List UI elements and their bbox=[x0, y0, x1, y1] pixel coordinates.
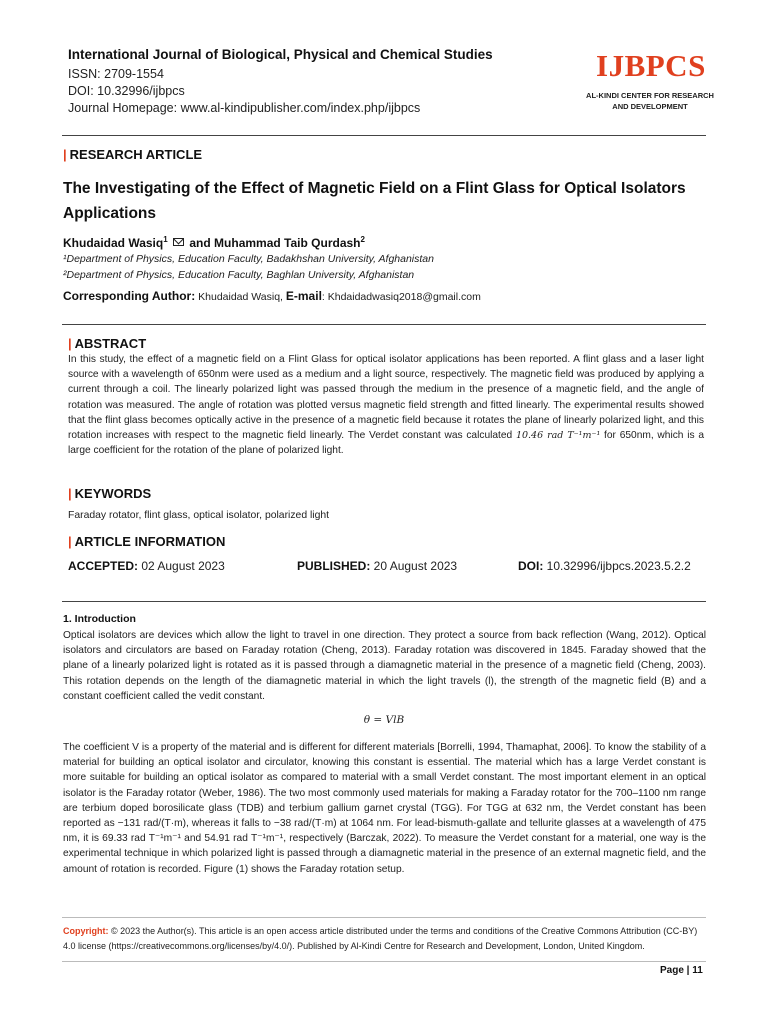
copyright-notice bbox=[63, 924, 706, 954]
mail-icon[interactable] bbox=[173, 238, 184, 246]
section-marker: | bbox=[68, 534, 72, 549]
doi-label: DOI: bbox=[518, 559, 544, 573]
abstract-heading-label: ABSTRACT bbox=[74, 336, 147, 351]
journal-title: International Journal of Biological, Physical and Chemical Studies bbox=[68, 47, 493, 62]
article-info-heading-label: ARTICLE INFORMATION bbox=[74, 534, 226, 549]
keywords-heading-label: KEYWORDS bbox=[74, 486, 152, 501]
published-date bbox=[297, 559, 457, 573]
journal-logo: IJBPCS bbox=[596, 48, 706, 83]
journal-issn: ISSN: 2709-1554 bbox=[68, 67, 164, 81]
logo-subtitle-line2: AND DEVELOPMENT bbox=[612, 102, 688, 111]
page-number: Page | 11 bbox=[660, 965, 703, 976]
paper-title: The Investigating of the Effect of Magnetic Field on a Flint Glass for Optical Isolators Applications bbox=[63, 180, 686, 222]
accepted-date bbox=[68, 559, 225, 573]
affiliation-2: ²Department of Physics, Education Faculty, Baghlan University, Afghanistan bbox=[63, 269, 415, 281]
footer-divider-bottom bbox=[62, 961, 706, 962]
abstract-text-after: for 650nm, which is a large coefficient for the rotation of the plane of polarized light. bbox=[68, 430, 704, 457]
info-divider bbox=[62, 601, 706, 602]
keywords-text: Faraday rotator, flint glass, optical isolator, polarized light bbox=[68, 510, 330, 521]
keywords-heading bbox=[68, 486, 151, 501]
header-divider bbox=[62, 135, 706, 136]
section-marker: | bbox=[68, 336, 72, 351]
author-line bbox=[63, 235, 365, 250]
corresponding-email[interactable]: : Khdaidadwasiq2018@gmail.com bbox=[321, 291, 481, 303]
abstract-text bbox=[68, 352, 704, 458]
accepted-label: ACCEPTED: bbox=[68, 559, 139, 573]
corresponding-label: Corresponding Author: bbox=[63, 289, 196, 303]
corresponding-name: Khudaidad Wasiq, bbox=[195, 291, 286, 303]
author-2-sup: 2 bbox=[360, 235, 365, 244]
author-and: and bbox=[186, 236, 215, 250]
article-type bbox=[63, 147, 202, 162]
author-1-sup: 1 bbox=[163, 235, 168, 244]
logo-subtitle-line1: AL-KINDI CENTER FOR RESEARCH bbox=[586, 91, 714, 100]
published-value: 20 August 2023 bbox=[370, 559, 458, 573]
article-type-label: RESEARCH ARTICLE bbox=[69, 147, 203, 162]
author-1: Khudaidad Wasiq bbox=[63, 236, 164, 250]
introduction-paragraph-2: The coefficient V is a property of the material and is different for different materials [Borrelli, 1994, Thamaphat, 2006]. To know the stability of a material for building an optical isolator and circulator, knowing this constant is essential. The material which has a large Verdet constant is more suitable for building an optical isolator as compared to material with a small Verdet constant. The most important element in an optical isolator is the Faraday rotator (Weber, 1986). The two most commonly used materials for making a Faraday rotator for the 700–1100 nm range are terbium doped borosilicate glass (TDB) and terbium gallium garnet crystal (TGG). For TGG at 632 nm, the Verdet constant has been reported as −131 rad/(T·m), whereas it falls to −38 rad/(T·m) at 1064 nm. For lead-bismuth-gallate and tellurite glasses at a wavelength of 475 nm, it is 69.33 rad T⁻¹m⁻¹ and 54.91 rad T⁻¹m⁻¹, respectively (Barczak, 2022). To measure the Verdet constant for a material, one way is the experimental technique in which polarized light is passed through a diamagnetic material in the presence of an external magnetic field, and the amount of rotation is recorded. Figure (1) shows the Faraday rotation setup. bbox=[63, 742, 706, 875]
abstract-text-before: In this study, the effect of a magnetic field on a Flint Glass for optical isolator applications has been reported. A flint glass and a laser light source with a wavelength of 650nm were used as a medium and a light source, respectively. The magnetic field was produced by applying a current through a coil. The linearly polarized light was passed through the medium in the presence of a magnetic field, and the angle of rotation was measured. The angle of rotation was plotted versus magnetic field strength and fitted linearly. The experimental results showed that the flint glass becomes optically active in the presence of a magnetic field because it rotates the plane of linearly polarized light, and this rotation increases with respect to the magnetic field linearly. The Verdet constant was calculated bbox=[68, 354, 704, 442]
email-label: E-mail bbox=[285, 289, 322, 303]
published-label: PUBLISHED: bbox=[297, 559, 371, 573]
section-marker: | bbox=[63, 147, 67, 162]
copyright-text: © 2023 the Author(s). This article is an open access article distributed under the terms and conditions of the Creative Commons Attribution (CC-BY) 4.0 license (https://creativecommons.org/licenses/by/4.0/). Published by Al-Kindi Centre for Research and Development, London, United Kingdom. bbox=[63, 926, 698, 951]
introduction-paragraph-1: Optical isolators are devices which allow the light to travel in one direction. They protect a source from back reflection (Wang, 2012). Optical isolators and circulators are based on Faraday rotation (Cheng, 2013). Faraday rotation was discovered in 1845. Faraday showed that the plane of a linearly polarized light is rotated as it is passed through a diamagnetic material in the presence of a magnetic field (Cheng, 2003). This rotation depends on the length of the diamagnetic material in which the light travels (l), the strength of the magnetic field (B) and a constant coefficient called the vedit constant. bbox=[63, 630, 706, 702]
abstract-heading bbox=[68, 336, 146, 351]
introduction-heading: 1. Introduction bbox=[63, 613, 136, 625]
copyright-label: Copyright: bbox=[63, 926, 109, 936]
journal-homepage[interactable]: Journal Homepage: www.al-kindipublisher.com/index.php/ijbpcs bbox=[68, 101, 421, 115]
article-info-heading bbox=[68, 534, 225, 549]
abstract-divider bbox=[62, 324, 706, 325]
affiliation-1: ¹Department of Physics, Education Faculty, Badakhshan University, Afghanistan bbox=[63, 253, 434, 265]
author-2: Muhammad Taib Qurdash bbox=[214, 236, 361, 250]
article-doi bbox=[518, 559, 691, 573]
section-marker: | bbox=[68, 486, 72, 501]
faraday-equation: θ = VlB bbox=[363, 714, 405, 726]
corresponding-author bbox=[63, 289, 481, 303]
journal-doi: DOI: 10.32996/ijbpcs bbox=[68, 84, 185, 98]
verdet-value: 10.46 rad T⁻¹m⁻¹ bbox=[515, 430, 601, 442]
accepted-value: 02 August 2023 bbox=[138, 559, 225, 573]
doi-value[interactable]: 10.32996/ijbpcs.2023.5.2.2 bbox=[543, 559, 691, 573]
footer-divider-top bbox=[62, 917, 706, 918]
